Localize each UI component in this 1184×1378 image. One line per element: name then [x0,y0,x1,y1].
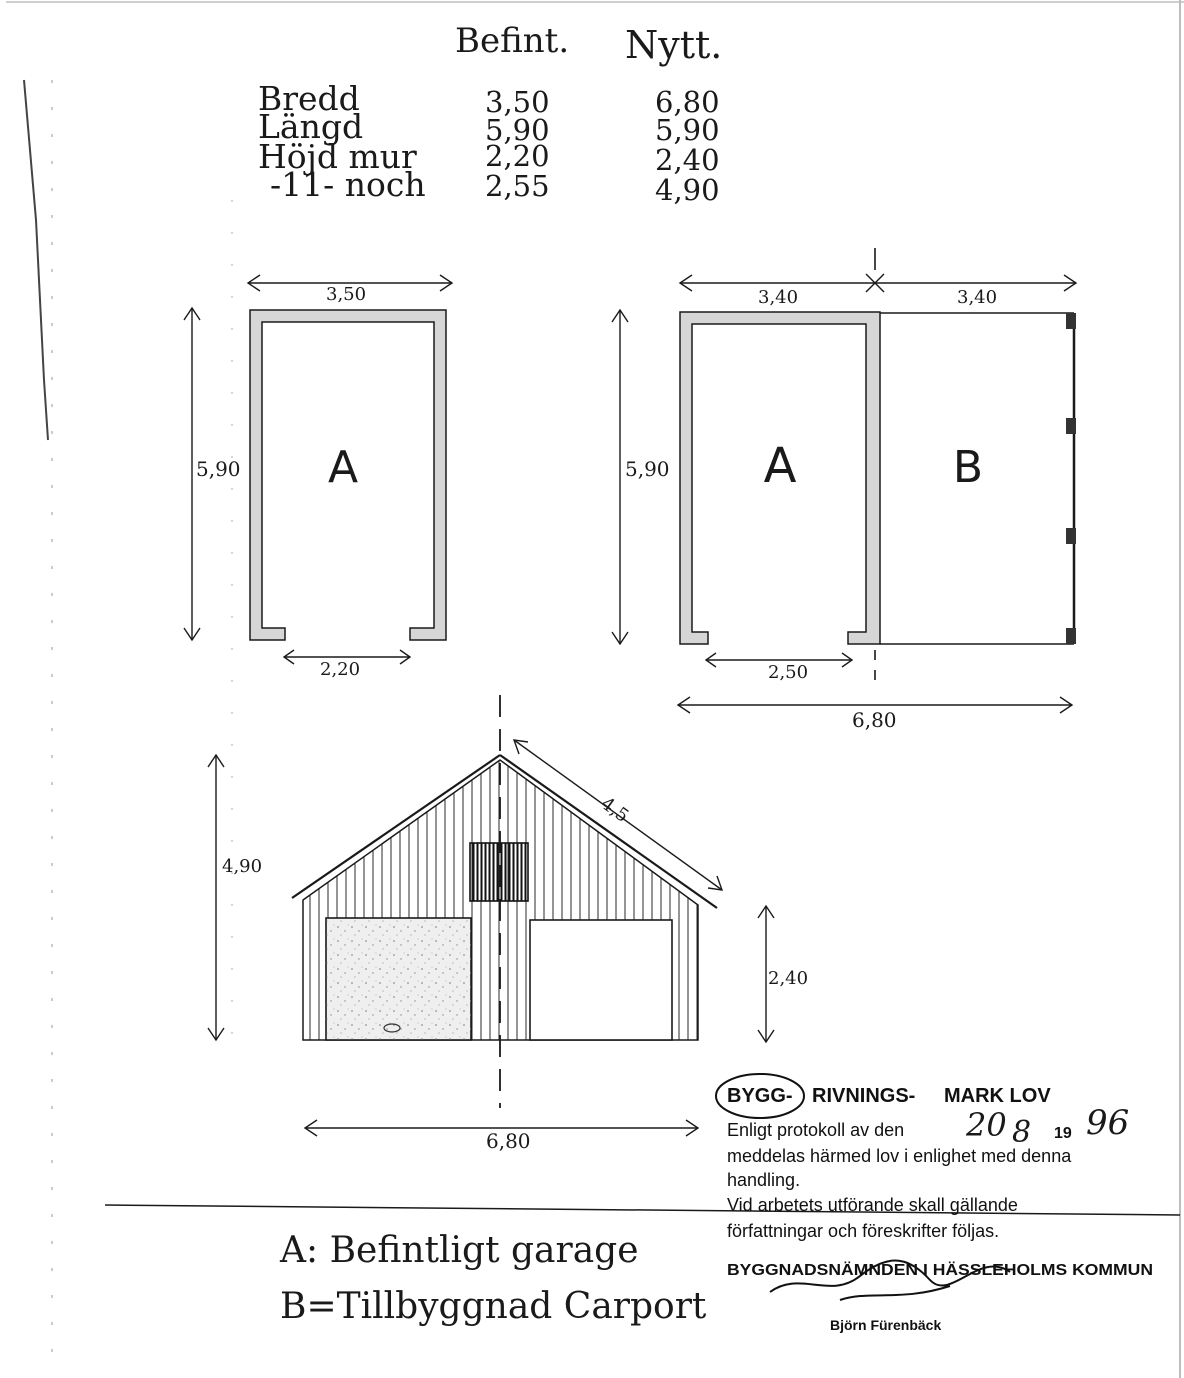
plan-existing-door-label: 2,20 [320,659,361,680]
row-new-length: 5,90 [655,113,720,147]
stamp-date-day: 20 [966,1106,1007,1144]
elevation-height-label: 4,90 [222,856,263,877]
elevation-door-height-label: 2,40 [768,968,809,989]
stamp-signer: Björn Fürenbäck [830,1317,942,1333]
plan-existing [184,275,452,680]
legend-line-a: A: Befintligt garage [280,1230,639,1271]
row-new-wall-height: 2,40 [655,143,720,177]
scan-mark-left [24,80,48,440]
row-new-width: 6,80 [655,85,720,119]
permit-stamp [716,1074,1153,1333]
row-existing-width: 3,50 [485,85,550,119]
table-header-existing: Befint. [455,21,570,61]
stamp-year-prefix: 19 [1054,1125,1072,1142]
plan-new-total-width-label: 6,80 [852,708,897,732]
table-header-new: Nytt. [625,23,723,67]
post-1 [1066,313,1076,329]
stamp-title-1: BYGG- [727,1085,793,1107]
plan-new-width-a-label: 3,40 [758,287,799,308]
plan-new-door-label: 2,50 [768,662,809,683]
stamp-date-month: 8 [1012,1115,1032,1150]
dimension-table [258,21,722,207]
plan-existing-room-label: A [327,442,359,493]
legend-line-b: B=Tillbyggnad Carport [280,1286,707,1327]
plan-new-length-label: 5,90 [625,457,670,481]
elevation-vent [470,843,528,901]
post-2 [1066,418,1076,434]
post-4 [1066,628,1076,644]
stamp-title-2: RIVNINGS- [812,1085,916,1107]
stamp-line-3: handling. [727,1170,801,1190]
elevation-roof-label: 4,5 [597,793,633,827]
elevation-carport-opening [530,920,672,1040]
stamp-line-4: Vid arbetets utförande skall gällande [727,1195,1018,1215]
plan-existing-length-label: 5,90 [196,457,241,481]
plan-new [612,248,1076,732]
row-label-ridge-height: -11- noch [270,165,426,204]
plan-new-room-a-label: A [763,438,797,494]
plan-new-width-b-label: 3,40 [957,287,998,308]
legend-divider [105,1205,1180,1215]
row-existing-wall-height: 2,20 [485,139,550,173]
stamp-title-3: MARK LOV [944,1085,1051,1107]
row-existing-ridge-height: 2,55 [485,169,550,203]
plan-existing-width-label: 3,50 [326,284,367,305]
stamp-line-1: Enligt protokoll av den [727,1120,905,1140]
elevation-width-label: 6,80 [486,1129,531,1153]
post-3 [1066,528,1076,544]
row-label-length: Längd [258,107,364,146]
stamp-year-suffix: 96 [1086,1103,1130,1143]
plan-new-room-b-label: B [952,442,984,493]
stamp-line-6: BYGGNADSNÄMNDEN I HÄSSLEHOLMS KOMMUN [727,1262,1116,1279]
row-label-width: Bredd [258,79,360,118]
stamp-line-2: meddelas härmed lov i enlighet med denna [727,1146,1072,1166]
elevation [208,695,808,1153]
row-label-wall-height: Höjd mur [258,137,417,176]
stamp-line-5: författningar och föreskrifter följas. [727,1221,1000,1241]
row-new-ridge-height: 4,90 [655,173,720,207]
row-existing-length: 5,90 [485,113,550,147]
